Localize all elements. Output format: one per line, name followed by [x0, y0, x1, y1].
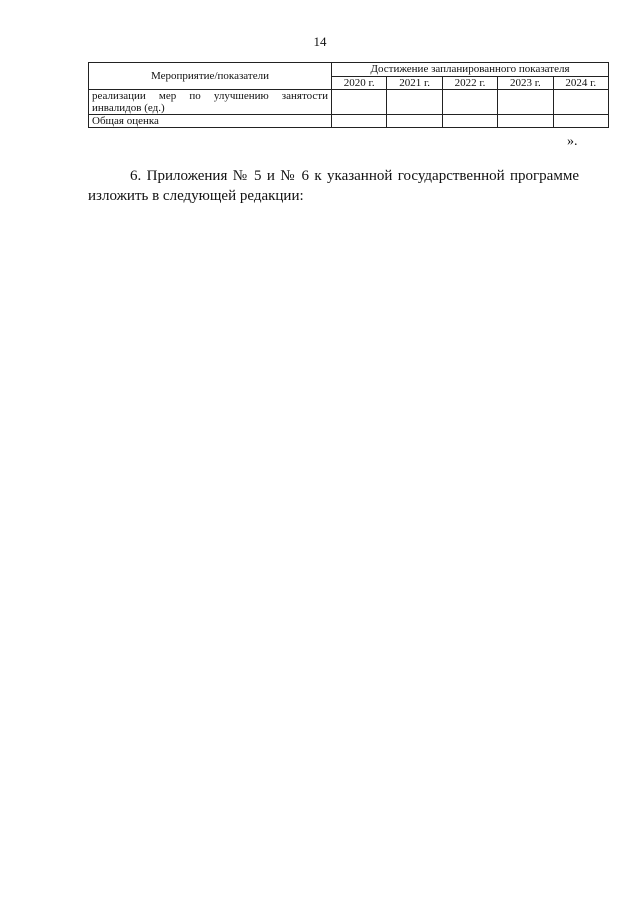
- table-header-row: [89, 63, 609, 77]
- indicators-table: [88, 62, 609, 128]
- year-header: 2020 г.: [332, 76, 387, 90]
- value-cell: [442, 115, 497, 128]
- row-label: реализации мер по улучшению занятости инвалидов (ед.): [89, 90, 332, 115]
- value-cell: [498, 90, 553, 115]
- value-cell: [553, 90, 608, 115]
- amendment-paragraph: 6. Приложения № 5 и № 6 к указанной государственной программе изложить в следующей редакции:: [88, 168, 579, 204]
- year-header: 2024 г.: [553, 76, 608, 90]
- value-cell: [387, 90, 442, 115]
- year-header: 2021 г.: [387, 76, 442, 90]
- row-label: Общая оценка: [89, 115, 332, 128]
- value-cell: [387, 115, 442, 128]
- value-cell: [442, 90, 497, 115]
- measure-column-header: Мероприятие/показатели: [89, 63, 332, 90]
- value-cell: [332, 115, 387, 128]
- year-header: 2022 г.: [442, 76, 497, 90]
- achievement-group-header: Достижение запланированного показателя: [332, 63, 609, 77]
- value-cell: [332, 90, 387, 115]
- year-header: 2023 г.: [498, 76, 553, 90]
- value-cell: [498, 115, 553, 128]
- page-number: 14: [313, 34, 327, 49]
- value-cell: [553, 115, 608, 128]
- table-row: [89, 115, 609, 128]
- closing-quote: ».: [567, 134, 578, 149]
- table-row: [89, 90, 609, 115]
